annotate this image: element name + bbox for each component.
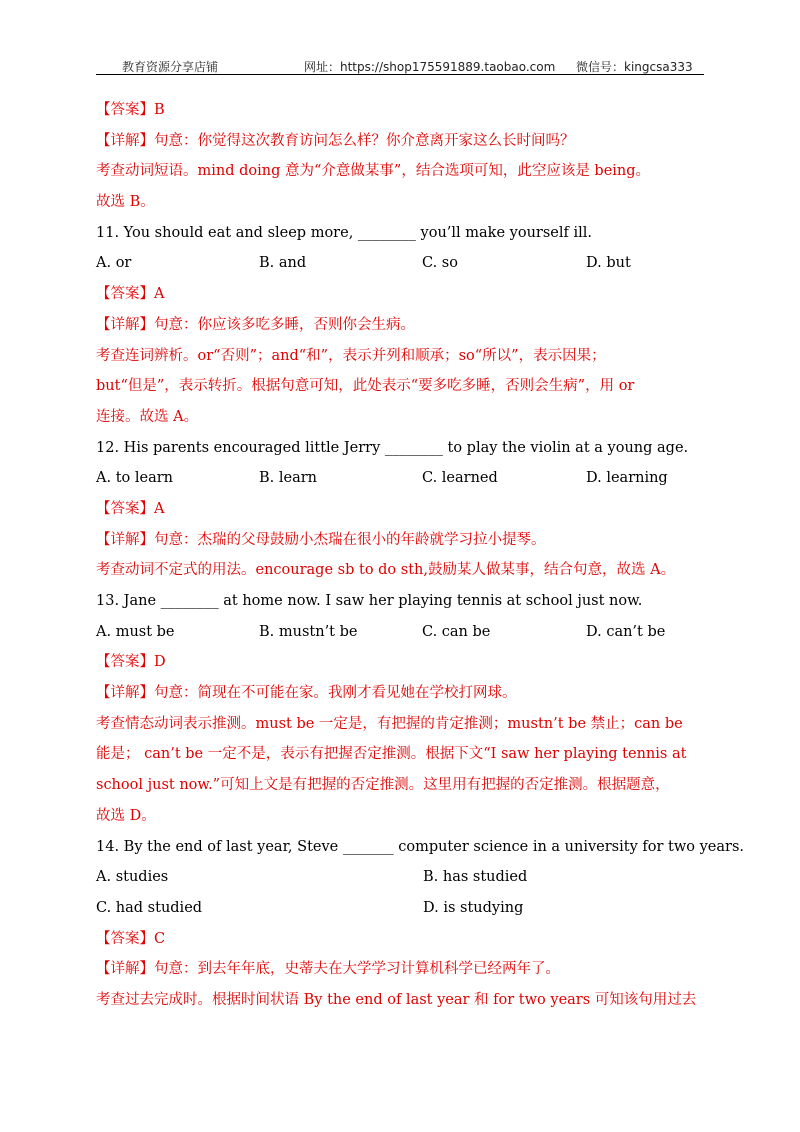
option-item: A. studies — [96, 869, 169, 886]
header-url[interactable]: 网址：https://shop175591889.taobao.com — [304, 60, 556, 74]
option-item: C. can be — [422, 623, 491, 640]
explanation-line: 连接。故选 A。 — [96, 408, 199, 425]
option-row — [96, 893, 716, 924]
option-row — [96, 617, 716, 648]
page-header — [96, 54, 704, 74]
option-item: B. has studied — [423, 869, 528, 886]
option-item: A. to learn — [96, 470, 173, 487]
option-row — [96, 862, 716, 893]
option-item: B. mustn’t be — [259, 623, 358, 640]
explanation-line: but“但是”，表示转折。根据句意可知，此处表示“要多吃多睡，否则会生病”，用 or — [96, 378, 635, 395]
explanation-line: 考查过去完成时。根据时间状语 By the end of last year 和 for two years 可知该句用过去 — [96, 991, 697, 1008]
detail-line: 【详解】句意：简现在不可能在家。我刚才看见她在学校打网球。 — [96, 685, 517, 702]
option-item: D. can’t be — [586, 623, 666, 640]
question-line: 14. By the end of last year, Steve _______ computer science in a university for two years. — [96, 838, 744, 855]
option-row — [96, 463, 716, 494]
explanation-line: 考查动词短语。mind doing 意为“介意做某事”，结合选项可知，此空应该是 being。 — [96, 163, 651, 180]
option-item: B. learn — [259, 470, 318, 487]
explanation-line: 故选 D。 — [96, 807, 156, 824]
detail-line: 【详解】句意：你觉得这次教育访问怎么样？你介意离开家这么长时间吗？ — [96, 132, 575, 149]
option-item: C. had studied — [96, 899, 203, 916]
detail-line: 【详解】句意：到去年年底，史蒂夫在大学学习计算机科学已经两年了。 — [96, 961, 560, 978]
answer-line: 【答案】B — [96, 102, 165, 118]
explanation-line: 考查情态动词表示推测。must be 一定是，有把握的肯定推测；mustn’t be 禁止；can be — [96, 715, 683, 732]
explanation-line: 考查动词不定式的用法。encourage sb to do sth,鼓励某人做某事，结合句意，故选 A。 — [96, 562, 676, 579]
detail-line: 【详解】句意：杰瑞的父母鼓励小杰瑞在很小的年龄就学习拉小提琴。 — [96, 531, 546, 548]
explanation-line: 能是； can’t be 一定不是，表示有把握否定推测。根据下文“I saw her playing tennis at — [96, 746, 687, 763]
question-line: 13. Jane ________ at home now. I saw her playing tennis at school just now. — [96, 593, 643, 609]
question-line: 12. His parents encouraged little Jerry ________ to play the violin at a young age. — [96, 439, 689, 456]
explanation-line: school just now.”可知上文是有把握的否定推测。这里用有把握的否定推测。根据题意， — [96, 777, 670, 794]
option-item: B. and — [259, 255, 307, 272]
option-item: D. but — [586, 255, 631, 272]
option-item: A. must be — [96, 623, 175, 640]
option-item: C. so — [422, 255, 458, 272]
header-wechat: 微信号：kingcsa333 — [576, 60, 693, 74]
answer-line: 【答案】A — [96, 500, 165, 517]
answer-line: 【答案】D — [96, 654, 166, 671]
answer-line: 【答案】C — [96, 930, 166, 947]
option-item: C. learned — [422, 470, 498, 487]
option-item: A. or — [96, 255, 132, 272]
header-divider — [96, 74, 704, 75]
option-item: D. learning — [586, 470, 668, 487]
document-body — [96, 95, 744, 1016]
question-line: 11. You should eat and sleep more, ________ you’ll make yourself ill. — [96, 224, 592, 241]
explanation-line: 考查连词辨析。or“否则”；and“和”，表示并列和顺承；so“所以”，表示因果； — [96, 347, 606, 364]
option-item: D. is studying — [423, 899, 524, 916]
option-row — [96, 248, 716, 279]
header-shop-name: 教育资源分享店铺 — [122, 60, 219, 74]
explanation-line: 故选 B。 — [96, 194, 155, 211]
detail-line: 【详解】句意：你应该多吃多睡，否则你会生病。 — [96, 316, 415, 333]
answer-line: 【答案】A — [96, 286, 165, 303]
